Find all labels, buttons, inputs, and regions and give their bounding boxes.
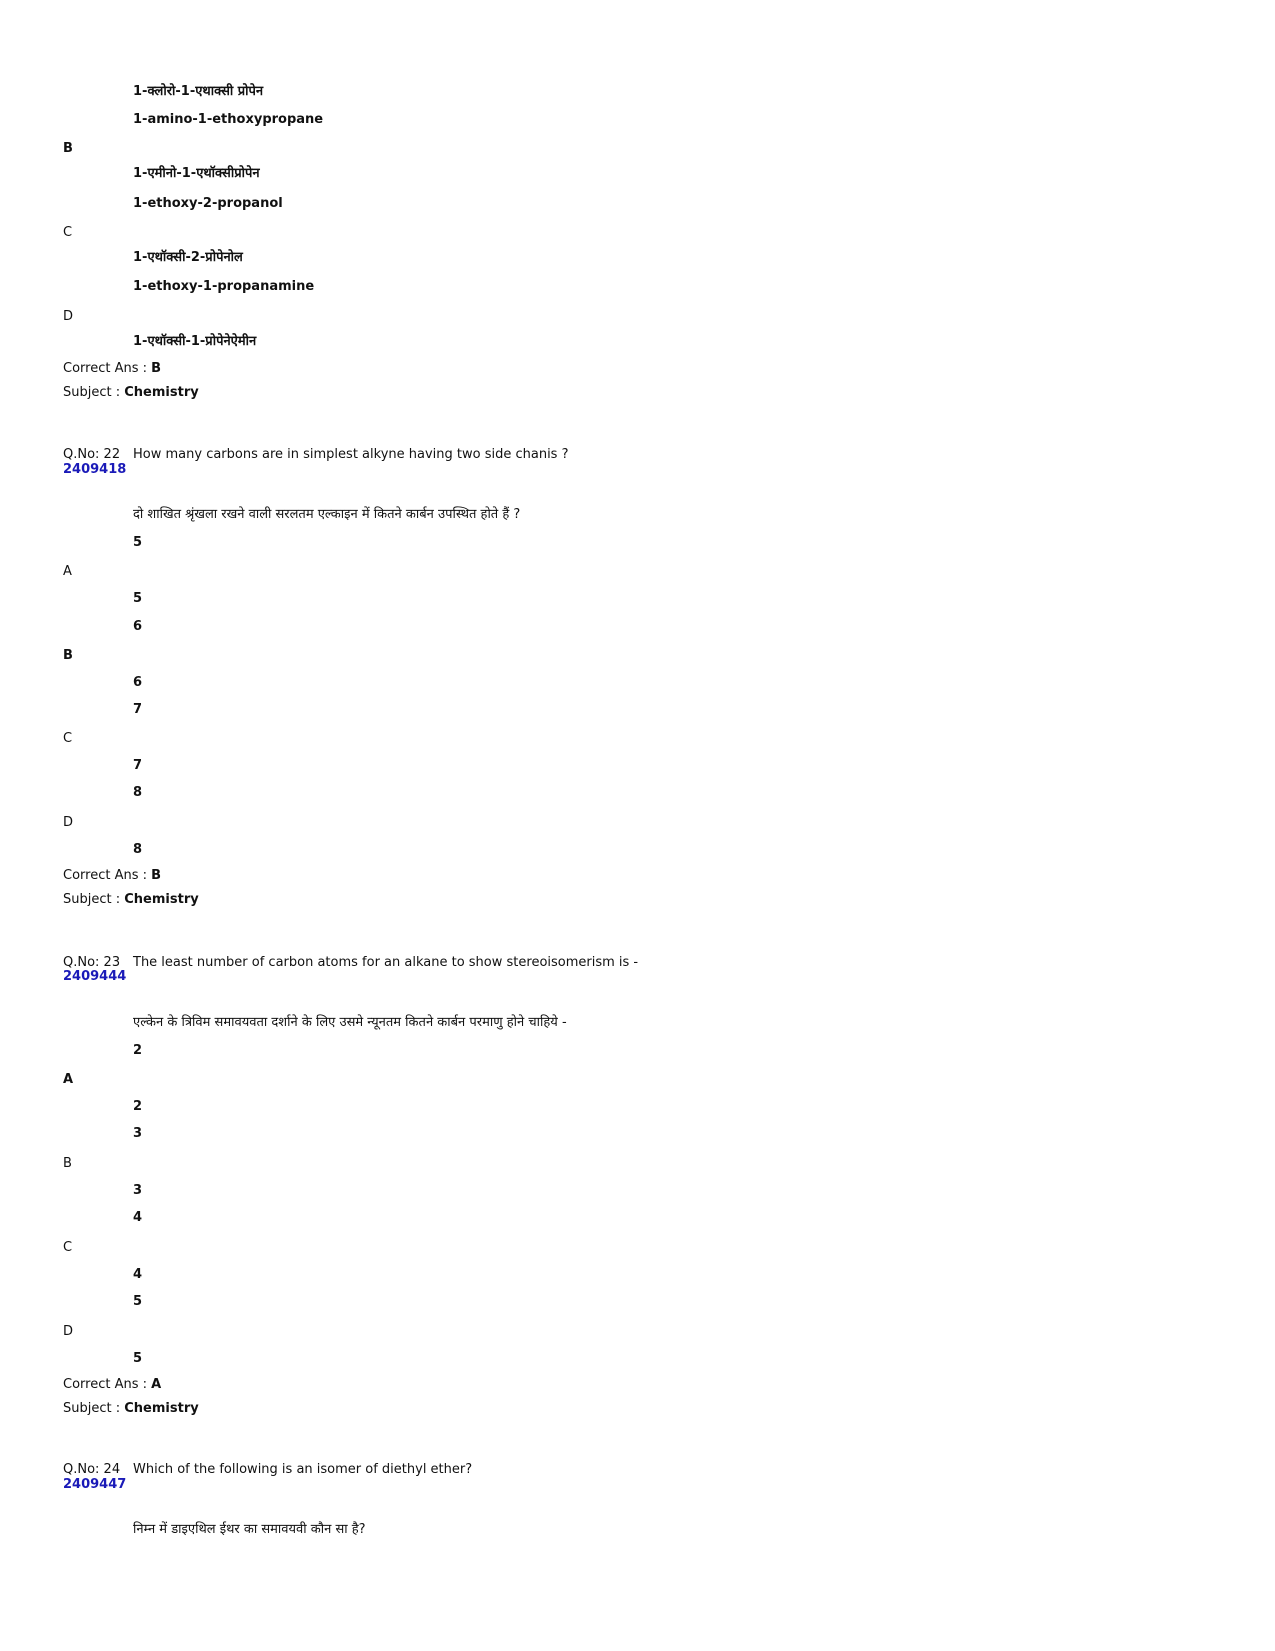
question-number: Q.No: 24: [63, 1462, 121, 1477]
correct-answer-label: Correct Ans :: [63, 1377, 147, 1392]
option-text-english: 4: [133, 1210, 143, 1225]
question-text-hindi: एल्केन के त्रिविम समावयवता दर्शाने के लिए उसमे न्यूनतम कितने कार्बन परमाणु होने चाहिये -: [133, 1015, 567, 1030]
option-letter: B: [63, 648, 73, 663]
option-text-hindi: 1-एथॉक्सी-1-प्रोपेनेऐमीन: [133, 334, 257, 349]
option-letter: A: [63, 564, 72, 579]
subject-value: Chemistry: [124, 1401, 199, 1416]
option-text-hindi: 4: [133, 1267, 143, 1282]
option-text-hindi: 1-एथॉक्सी-2-प्रोपेनोल: [133, 250, 243, 265]
option-text-hindi: 2: [133, 1099, 143, 1114]
subject-row: [63, 892, 199, 908]
option-text-english: 5: [133, 535, 143, 550]
subject-row: [63, 385, 199, 401]
option-text-english: 3: [133, 1126, 143, 1141]
option-text-hindi: 1-क्लोरो-1-एथाक्सी प्रोपेन: [133, 84, 264, 99]
correct-answer-label: Correct Ans :: [63, 868, 147, 883]
option-text-english: 6: [133, 619, 143, 634]
option-letter: D: [63, 815, 74, 830]
option-text-english: 5: [133, 1294, 143, 1309]
subject-label: Subject :: [63, 892, 121, 907]
question-text-english: Which of the following is an isomer of diethyl ether?: [133, 1462, 473, 1477]
question-text-hindi: निम्न में डाइएथिल ईथर का समावयवी कौन सा है?: [133, 1522, 366, 1537]
option-text-english: 1-ethoxy-1-propanamine: [133, 279, 315, 294]
option-text-hindi: 8: [133, 842, 143, 857]
option-text-hindi: 7: [133, 758, 143, 773]
option-text-hindi: 5: [133, 591, 143, 606]
subject-value: Chemistry: [124, 385, 199, 400]
option-letter: B: [63, 1156, 72, 1171]
subject-value: Chemistry: [124, 892, 199, 907]
subject-label: Subject :: [63, 1401, 121, 1416]
question-id: 2409418: [63, 462, 127, 477]
subject-label: Subject :: [63, 385, 121, 400]
question-number: Q.No: 22: [63, 447, 121, 462]
correct-answer-label: Correct Ans :: [63, 361, 147, 376]
subject-row: [63, 1401, 199, 1417]
option-text-hindi: 5: [133, 1351, 143, 1366]
option-text-hindi: 3: [133, 1183, 143, 1198]
correct-answer-row: [63, 868, 161, 884]
correct-answer-value: B: [151, 361, 162, 376]
option-text-hindi: 1-एमीनो-1-एथॉक्सीप्रोपेन: [133, 166, 260, 181]
question-id: 2409444: [63, 969, 127, 984]
question-text-hindi: दो शाखित श्रृंखला रखने वाली सरलतम एल्काइन में कितने कार्बन उपस्थित होते हैं ?: [133, 507, 521, 522]
option-text-english: 8: [133, 785, 143, 800]
correct-answer-row: [63, 361, 161, 377]
option-text-english: 2: [133, 1043, 143, 1058]
option-text-english: 7: [133, 702, 143, 717]
option-letter: D: [63, 1324, 74, 1339]
option-letter: D: [63, 309, 74, 324]
option-letter: C: [63, 1240, 73, 1255]
question-number: Q.No: 23: [63, 955, 121, 970]
option-letter: C: [63, 731, 73, 746]
option-letter: A: [63, 1072, 74, 1087]
question-id: 2409447: [63, 1477, 127, 1492]
correct-answer-row: [63, 1377, 161, 1393]
correct-answer-value: B: [151, 868, 162, 883]
option-text-english: 1-amino-1-ethoxypropane: [133, 112, 324, 127]
option-letter: B: [63, 141, 73, 156]
option-text-english: 1-ethoxy-2-propanol: [133, 196, 283, 211]
question-text-english: The least number of carbon atoms for an alkane to show stereoisomerism is -: [133, 955, 639, 970]
option-letter: C: [63, 225, 73, 240]
correct-answer-value: A: [151, 1377, 162, 1392]
question-text-english: How many carbons are in simplest alkyne having two side chanis ?: [133, 447, 569, 462]
option-text-hindi: 6: [133, 675, 143, 690]
